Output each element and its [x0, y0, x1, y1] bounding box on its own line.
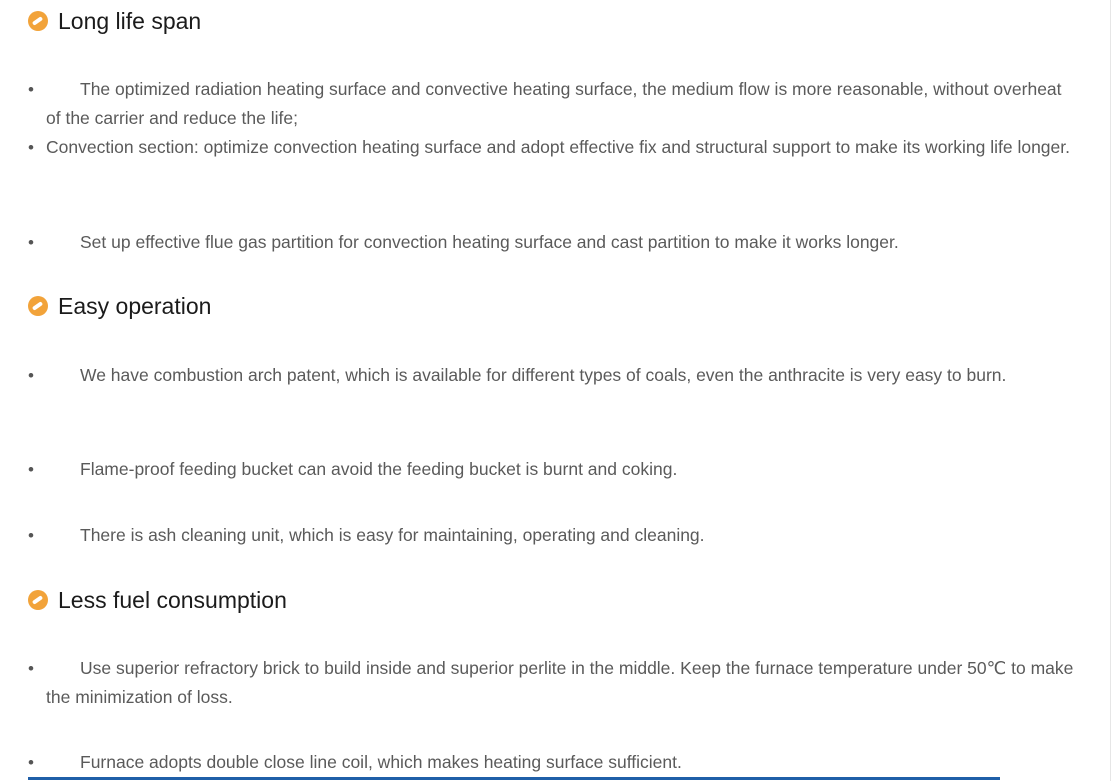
bullet-dot-icon: •: [28, 366, 34, 385]
list-item-text: Furnace adopts double close line coil, which makes heating surface sufficient.: [80, 752, 682, 772]
section-heading-long-life-span: [28, 7, 201, 35]
list-item: [28, 455, 1078, 484]
list-item: [28, 361, 1078, 390]
orange-bullet-icon: [28, 11, 48, 31]
bullet-dot-icon: •: [28, 526, 34, 545]
list-item: [28, 228, 1078, 257]
list-item: [28, 654, 1078, 712]
list-item: [28, 75, 1078, 133]
list-item-text: Set up effective flue gas partition for convection heating surface and cast partition to make it works longer.: [80, 232, 899, 252]
list-item-text: Use superior refractory brick to build inside and superior perlite in the middle. Keep the furnace temperature under 50℃ to make the minimization of loss.: [46, 658, 1074, 707]
list-item-text: Convection section: optimize convection heating surface and adopt effective fix and structural support to make its working life longer.: [46, 137, 1070, 157]
bullet-dot-icon: •: [28, 138, 34, 157]
orange-bullet-icon: [28, 296, 48, 316]
list-item-text: There is ash cleaning unit, which is easy for maintaining, operating and cleaning.: [80, 525, 705, 545]
list-item: [28, 748, 1078, 777]
section-title: Easy operation: [58, 293, 212, 319]
section-heading-less-fuel-consumption: [28, 586, 287, 614]
section-heading-easy-operation: [28, 292, 211, 320]
bullet-dot-icon: •: [28, 80, 34, 99]
bullet-dot-icon: •: [28, 460, 34, 479]
list-item-text: We have combustion arch patent, which is available for different types of coals, even the anthracite is very easy to burn.: [80, 365, 1007, 385]
list-item: [28, 133, 1078, 162]
list-item-text: The optimized radiation heating surface and convective heating surface, the medium flow is more reasonable, without overheat of the carrier and reduce the life;: [46, 79, 1062, 128]
section-title: Long life span: [58, 8, 202, 34]
section-title: Less fuel consumption: [58, 587, 287, 613]
bottom-divider: [28, 777, 1000, 780]
bullet-dot-icon: •: [28, 233, 34, 252]
bullet-dot-icon: •: [28, 659, 34, 678]
list-item-text: Flame-proof feeding bucket can avoid the feeding bucket is burnt and coking.: [80, 459, 678, 479]
orange-bullet-icon: [28, 590, 48, 610]
bullet-dot-icon: •: [28, 753, 34, 772]
list-item: [28, 521, 1078, 550]
